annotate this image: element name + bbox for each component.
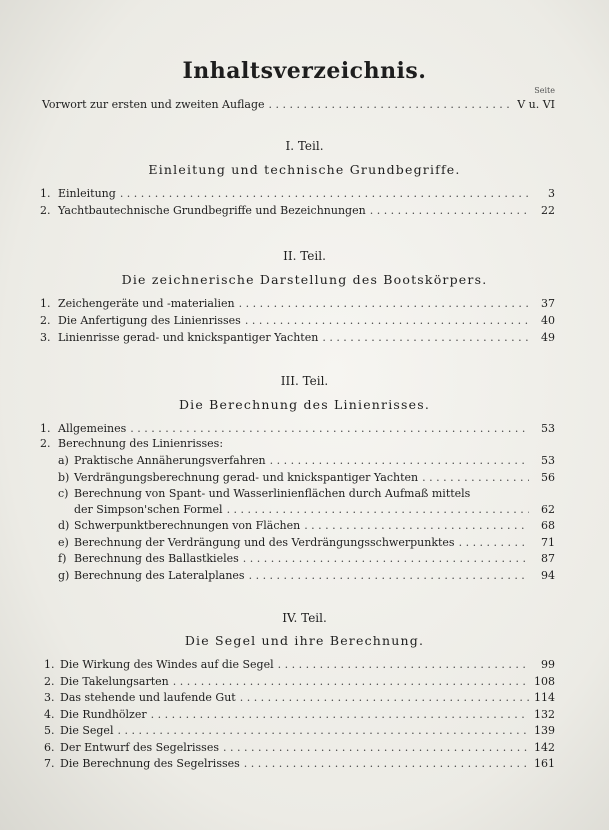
toc-entry-page: 99 (541, 658, 555, 671)
toc-entry-text: Zeichengeräte und -materialien (58, 297, 235, 310)
leader-dots (223, 740, 529, 755)
toc-entry[interactable] (40, 296, 555, 311)
leader-dots (243, 551, 529, 566)
toc-entry-number: 1. (40, 422, 51, 435)
toc-entry-text: Berechnung von Spant- und Wasserlinienflächen durch Aufmaß mittels (74, 487, 471, 500)
toc-entry-page: 56 (541, 471, 555, 484)
toc-entry-number: b) (58, 471, 70, 484)
toc-entry-text: Das stehende und laufende Gut (60, 691, 236, 704)
toc-entry-number: e) (58, 536, 69, 549)
toc-entry[interactable] (40, 203, 555, 218)
toc-subentry[interactable] (58, 535, 555, 550)
toc-entry-number: c) (58, 487, 69, 500)
toc-entry-number: 1. (44, 658, 55, 671)
toc-subentry-continuation[interactable] (74, 502, 555, 517)
toc-entry[interactable] (44, 723, 555, 738)
toc-entry-page: 71 (541, 536, 555, 549)
toc-entry-number: f) (58, 552, 67, 565)
toc-entry-page: 68 (541, 519, 555, 532)
toc-entry-page: 161 (534, 757, 555, 770)
leader-dots (151, 707, 529, 722)
leader-dots (249, 568, 529, 583)
document-title: Inhaltsverzeichnis. (182, 58, 427, 84)
toc-entry-text: Yachtbautechnische Grundbegriffe und Bezeichnungen (58, 204, 366, 217)
toc-entry-page: 142 (534, 741, 555, 754)
toc-entry-number: 5. (44, 724, 55, 737)
part-label: I. Teil. (285, 139, 324, 153)
toc-entry-text: Die Wirkung des Windes auf die Segel (60, 658, 274, 671)
leader-dots (304, 518, 529, 533)
toc-entry-text: Linienrisse gerad- und knickspantiger Yachten (58, 331, 319, 344)
toc-entry-number: 4. (44, 708, 55, 721)
toc-entry[interactable] (40, 313, 555, 328)
toc-entry-text: Der Entwurf des Segelrisses (60, 741, 219, 754)
toc-entry-text: Berechnung des Ballastkieles (74, 552, 239, 565)
toc-entry-vorwort[interactable] (42, 97, 555, 112)
toc-entry[interactable] (44, 690, 555, 705)
part-heading: Die zeichnerische Darstellung des Bootskörpers. (121, 272, 488, 287)
toc-entry-page: 108 (534, 675, 555, 688)
toc-entry[interactable] (44, 674, 555, 689)
leader-dots (459, 535, 529, 550)
page-column-label: Seite (534, 86, 555, 95)
leader-dots (269, 97, 514, 112)
toc-entry-number: 2. (44, 675, 55, 688)
toc-entry-text: Berechnung der Verdrängung und des Verdrängungsschwerpunktes (74, 536, 455, 549)
toc-entry-page: 40 (541, 314, 555, 327)
leader-dots (120, 186, 529, 201)
toc-entry[interactable] (44, 707, 555, 722)
leader-dots (245, 313, 529, 328)
toc-entry-text: Die Takelungsarten (60, 675, 169, 688)
toc-entry-text: Vorwort zur ersten und zweiten Auflage (42, 98, 265, 111)
toc-subentry[interactable] (58, 470, 555, 485)
toc-entry-group[interactable] (40, 437, 223, 450)
leader-dots (240, 690, 529, 705)
toc-entry-number: a) (58, 454, 69, 467)
toc-entry-number: 6. (44, 741, 55, 754)
toc-entry[interactable] (40, 186, 555, 201)
toc-entry-text: Die Berechnung des Segelrisses (60, 757, 240, 770)
toc-subentry[interactable] (58, 487, 470, 500)
leader-dots (117, 723, 529, 738)
toc-entry-number: 2. (40, 204, 51, 217)
toc-entry-page: 87 (541, 552, 555, 565)
toc-entry-page: 53 (541, 422, 555, 435)
leader-dots (422, 470, 529, 485)
toc-entry-page: 132 (534, 708, 555, 721)
toc-entry[interactable] (44, 657, 555, 672)
toc-subentry[interactable] (58, 568, 555, 583)
toc-entry[interactable] (40, 330, 555, 345)
toc-entry-text: Allgemeines (58, 422, 127, 435)
toc-entry-text: Verdrängungsberechnung gerad- und knickspantiger Yachten (74, 471, 419, 484)
leader-dots (322, 330, 529, 345)
toc-entry-page: 3 (548, 187, 555, 200)
leader-dots (370, 203, 529, 218)
toc-entry-page: 49 (541, 331, 555, 344)
toc-entry-text: Die Anfertigung des Linienrisses (58, 314, 241, 327)
part-label: II. Teil. (283, 249, 326, 263)
toc-entry-page: 22 (541, 204, 555, 217)
toc-entry-number: d) (58, 519, 70, 532)
toc-entry-page: 37 (541, 297, 555, 310)
toc-entry-page: V u. VI (517, 98, 555, 111)
toc-entry[interactable] (44, 740, 555, 755)
toc-entry-page: 53 (541, 454, 555, 467)
toc-entry-text: Einleitung (58, 187, 116, 200)
toc-entry-text: Praktische Annäherungsverfahren (74, 454, 266, 467)
part-label: IV. Teil. (282, 611, 327, 625)
toc-entry-number: 3. (44, 691, 55, 704)
part-heading: Die Berechnung des Linienrisses. (178, 397, 431, 412)
leader-dots (130, 421, 529, 436)
toc-entry-text: Berechnung des Lateralplanes (74, 569, 245, 582)
toc-entry-text: Die Rundhölzer (60, 708, 147, 721)
toc-entry[interactable] (44, 756, 555, 771)
toc-entry-number: 1. (40, 297, 51, 310)
part-heading: Die Segel und ihre Berechnung. (184, 633, 425, 648)
toc-entry[interactable] (40, 421, 555, 436)
leader-dots (239, 296, 529, 311)
toc-entry-number: 3. (40, 331, 51, 344)
toc-entry-page: 62 (541, 503, 555, 516)
toc-entry-page: 114 (534, 691, 555, 704)
leader-dots (278, 657, 529, 672)
toc-subentry[interactable] (58, 518, 555, 533)
toc-entry-page: 94 (541, 569, 555, 582)
leader-dots (227, 502, 529, 517)
leader-dots (244, 756, 529, 771)
toc-entry-text: Die Segel (60, 724, 114, 737)
toc-entry-text: der Simpson'schen Formel (74, 503, 223, 516)
toc-entry-text: Schwerpunktberechnungen von Flächen (74, 519, 301, 532)
leader-dots (173, 674, 529, 689)
toc-entry-number: 2. (40, 314, 51, 327)
part-label: III. Teil. (280, 374, 329, 388)
toc-entry-page: 139 (534, 724, 555, 737)
toc-entry-text: Berechnung des Linienrisses: (58, 437, 224, 450)
part-heading: Einleitung und technische Grundbegriffe. (148, 162, 461, 177)
toc-entry-number: 1. (40, 187, 51, 200)
toc-entry-number: 2. (40, 437, 51, 450)
toc-entry-number: g) (58, 569, 70, 582)
toc-subentry[interactable] (58, 453, 555, 468)
leader-dots (270, 453, 529, 468)
toc-subentry[interactable] (58, 551, 555, 566)
toc-entry-number: 7. (44, 757, 55, 770)
